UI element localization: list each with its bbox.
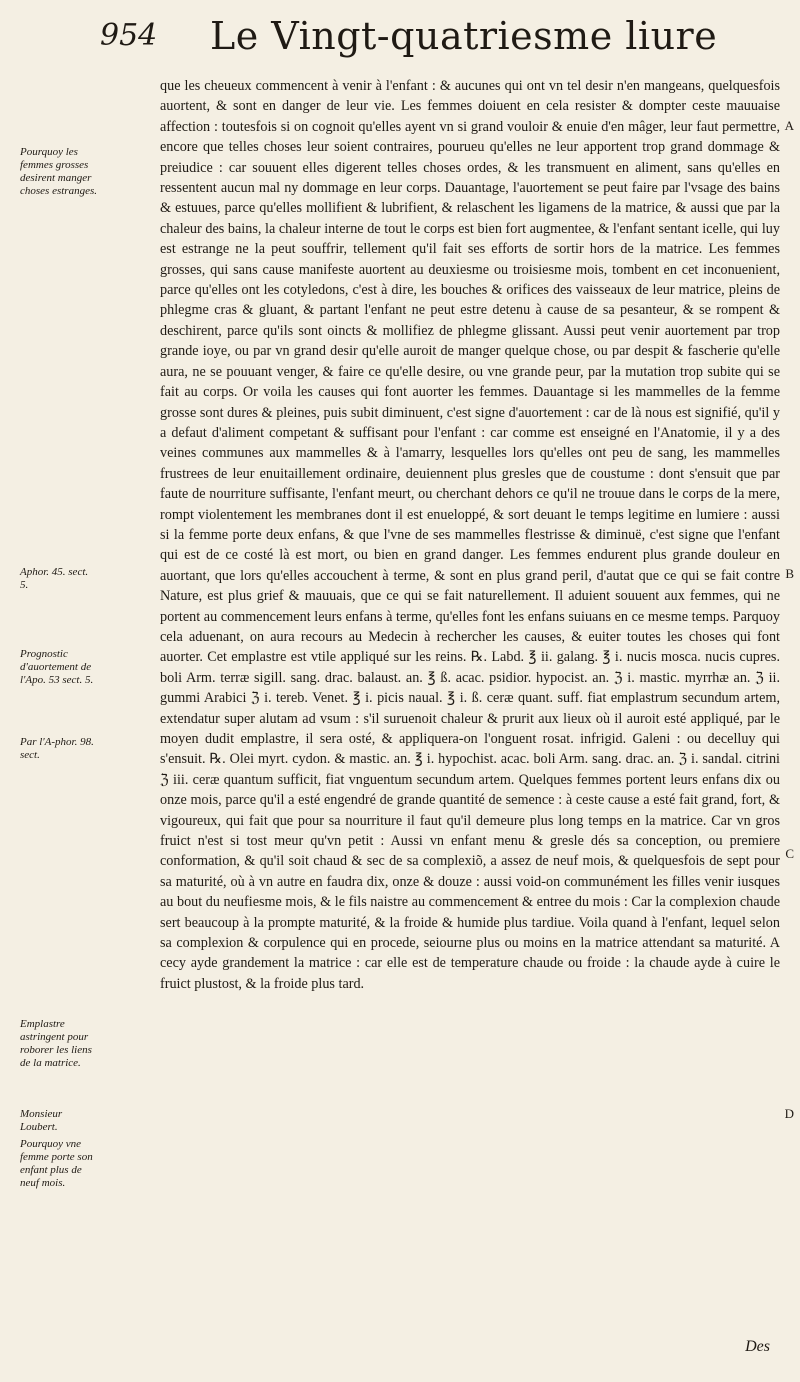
marginal-note-aphorism-98: Par l'A-phor. 98. sect. (20, 736, 94, 761)
page-number: 954 (100, 18, 158, 53)
marginal-note-emplastre: Emplastre astringent pour roborer les liens de la matrice. (20, 1018, 92, 1069)
marginal-note-loubert: Monsieur Loubert. (20, 1108, 63, 1133)
running-head: Le Vingt-quatriesme liure (210, 14, 718, 58)
margin-letter-b: B (785, 566, 794, 581)
margin-letter-a: A (784, 118, 794, 133)
margin-letter-d: D (784, 1106, 794, 1121)
marginal-note-prognostic: Prognostic d'auortement de l'Apo. 53 sect. 5. (20, 648, 94, 686)
main-text: que les cheueux commencent à venir à l'enfant : & aucunes qui ont vn tel desir n'en mangeans, quelquesfois auortent, & sont en danger de leur vie. Les femmes doiuent en cela resister & dompter ceste mauuaise affection : toutesfois si on cognoit qu'elles ayent vn si grand vouloir & enuie d'en mâger, leur faut permettre, encore que telles choses leur soient contraires, pourueu qu'elles ne leur apportent trop grand dommage & preiudice : car souuent elles digerent telles choses ordes, & les transmuent en aliment, sans qu'elles en ressentent aucun mal ny dommage en leur corps. Dauantage, l'auortement se peut faire par l'vsage des bains & estuues, parce qu'elles mollifient & lubrifient, & relaschent les ligamens de la matrice, & aussi que par la chaleur des bains, la chaleur interne de tout le corps est bien fort augmentee, & l'enfant sentant icelle, qui luy est estrange ne la peut souffrir, tellement qu'il fait ses efforts de sortir hors de la matrice. Les femmes grosses, qui sans cause manifeste auortent au deuxiesme ou troisiesme mois, tombent en cet inconuenient, parce qu'elles ont les cotyledons, c'est à dire, les bouches & orifices des vaisseaux de leur matrice, pleins de phlegme cras & gluant, & partant l'enfant ne peut estre detenu à cause de sa pesanteur, & se rompent & deschirent, parce qu'ils sont oincts & mollifiez de phlegme glissant. Aussi peut venir auortement par trop grande ioye, ou par vn grand desir qu'elle auroit de manger quelque chose, ou par despit & fascherie qu'elle aura, ne se pouuant venger, & faire ce qu'elle desire, ou vne grande peur, par la mutation trop subite qui se fait au corps. Or voila les causes qui font auorter les femmes. Dauantage si les mammelles de la femme grosse sont dures & pleines, puis subit diminuent, c'est signe d'auortement : car de là nous est signifié, qu'il y a defaut d'aliment competant & suffisant pour l'enfant : car comme est enseigné en l'Anatomie, il y a des veines communes aux mammelles & à l'amarry, lesquelles lors qu'elles ont peu de sang, les mammelles frustrees de leur enuitaillement ordinaire, deuiennent plus gresles que de coustume : dont s'ensuit que par faute de nourriture suffisante, l'enfant meurt, ou cherchant dehors ce qu'il ne trouue dans le corps de la mere, rompt violentement les membranes dont il est enueloppé, & sort deuant le temps legitime en lumiere : aussi si la femme porte deux enfans, & que l'vne de ses mammelles flestrisse & diminuë, c'est signe que l'enfant qui est de ce costé là est mort, ou bien en grand danger. Les femmes endurent plus grande douleur en auortant, que lors qu'elles accouchent à terme, & sont en plus grand peril, d'autat que ce qui se fait contre Nature, est plus grief & mauuais, que ce qui se fait naturellement. Il aduient souuent aux femmes, qui ne portent au commencement leurs enfans à terme, qu'elles font les enfans suiuans en ce mesme temps. Parquoy cela aduenant, on aura recours au Medecin à rechercher les causes, & euiter toutes les choses qui font auorter. Cet emplastre est vtile appliqué sur les reins. ℞. Labd. ℥ ii. galang. ℥ i. nucis mosca. nucis cupres. boli Arm. terræ sigill. sang. drac. balaust. an. ℥ ß. acac. psidior. hypocist. an. ℨ i. mastic. myrrhæ an. ℨ ii. gummi Arabici ℨ i. tereb. Venet. ℥ i. picis naual. ℥ i. ß. ceræ quant. suff. fiat emplastrum secundum artem, extendatur super alutam ad vsum : s'il suruenoit chaleur & prurit aux lieux où il auroit esté appliqué, par le moyen dudit emplastre, il sera osté, & appliquera-on l'onguent rosat. infrigid. Galeni : ou decelluy qui s'ensuit. ℞. Olei myrt. cydon. & mastic. an. ℥ i. hypochist. acac. boli Arm. sang. drac. an. ℨ i. sandal. citrini ℨ iii. ceræ quantum sufficit, fiat vnguentum secundum artem. Quelques femmes portent leurs enfans dix ou onze mois, parce qu'il a esté engendré de grande quantité de semence : à ceste cause a esté fait grand, fort, & vigoureux, qui fait que pour sa nourriture il faut qu'il demeure plus long temps en la matrice. Car vn gros fruict n'est si tost meur qu'vn petit : Aussi vn enfant menu & gresle dés sa conception, ou premiere conformation, & qu'il soit chaud & sec de sa complexiõ, a assez de neuf mois, & quelquesfois de sept pour sa maturité, où à vn autre en faudra dix, onze & douze : aussi void-on communément les filles venir iusques au bout du neufiesme mois, & le fils naistre au commencement & entree du mois : Car la complexion chaude sert beaucoup à la prompte maturité, & la froide & humide plus tardiue. Voila quand à l'enfant, lequel selon sa complexion & corpulence qui en procede, seiourne plus ou moins en la matrice attendant sa maturité. A cecy ayde grandement la matrice : car elle est de temperature chaude ou froide : la chaude ayde à cuire le fruict plustost, & la froide plus tard. (160, 78, 780, 992)
margin-letter-c: C (785, 846, 794, 861)
marginal-note-desires: Pourquoy les femmes grosses desirent manger choses estranges. (20, 146, 97, 197)
catchword: Des (745, 1338, 770, 1355)
marginal-note-aphorism-45: Aphor. 45. sect. 5. (20, 566, 89, 591)
page-header (100, 12, 770, 68)
marginal-note-neuf-mois: Pourquoy vne femme porte son enfant plus de neuf mois. (20, 1138, 93, 1189)
